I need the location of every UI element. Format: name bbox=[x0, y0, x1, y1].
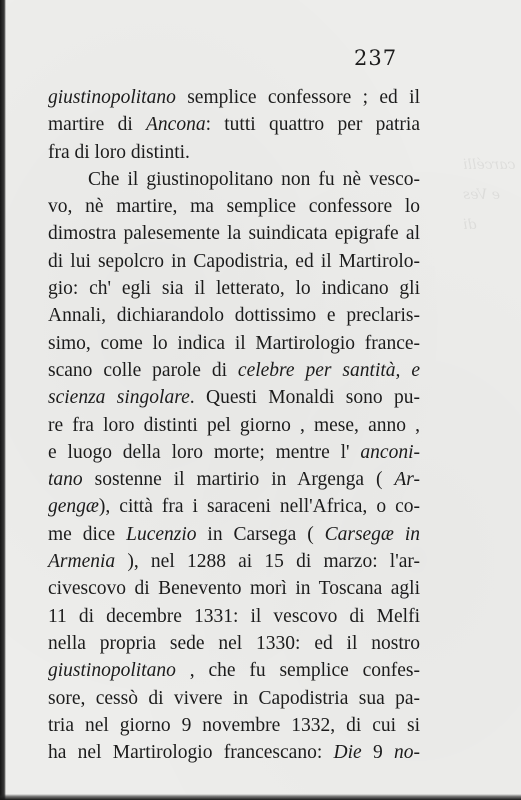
bleed-line: e Ves bbox=[462, 187, 500, 203]
text-line bbox=[48, 521, 420, 548]
italic-text-segment: Ancona bbox=[146, 114, 206, 136]
text-line bbox=[48, 111, 420, 138]
text-segment: , che fu semplice confes- bbox=[175, 660, 420, 682]
text-segment: Annali, dichiarandolo dottissimo e preclaris- bbox=[48, 305, 420, 327]
text-segment: di lui sepolcro in Capodistria, ed il Martirolo- bbox=[48, 250, 420, 272]
text-segment: sore, cessò di vivere in Capodistria sua pa- bbox=[48, 687, 420, 709]
bleed-line: carcélli bbox=[462, 157, 515, 173]
text-segment: vo, nè martire, ma semplice confessore lo bbox=[48, 196, 420, 218]
text-segment: dimostra palesemente la suindicata epigrafe al bbox=[48, 223, 420, 245]
text-line bbox=[48, 357, 420, 384]
text-segment: Che il giustinopolitano non fu nè vesco- bbox=[88, 168, 420, 190]
text-segment: ), città fra i saraceni nell'Africa, o co- bbox=[98, 496, 420, 518]
italic-text-segment: Lucenzio bbox=[126, 523, 197, 545]
text-line bbox=[48, 439, 420, 466]
italic-text-segment: scienza singolare bbox=[48, 387, 190, 409]
text-segment: gio: ch' egli sia il letterato, lo indicano gli bbox=[48, 278, 420, 300]
text-line bbox=[48, 657, 420, 684]
italic-text-segment: tano bbox=[48, 469, 83, 491]
text-segment: me dice bbox=[48, 523, 127, 545]
text-segment: . Questi Monaldi sono pu- bbox=[189, 387, 420, 409]
text-line bbox=[48, 685, 420, 712]
italic-text-segment: giustinopolitano bbox=[48, 660, 176, 682]
italic-text-segment: celebre per santità, e bbox=[237, 359, 420, 381]
text-line bbox=[48, 548, 420, 575]
italic-text-segment: Die bbox=[333, 742, 362, 764]
text-segment: ha nel Martirologio francescano: bbox=[48, 742, 334, 764]
page-number: 237 bbox=[354, 46, 398, 70]
text-segment: civescovo di Benevento morì in Toscana agli bbox=[48, 578, 420, 600]
italic-text-segment: Carsegæ in bbox=[324, 523, 421, 545]
text-line bbox=[48, 412, 420, 439]
text-segment: martire di bbox=[48, 114, 146, 136]
text-line bbox=[48, 630, 420, 657]
text-line bbox=[48, 302, 420, 329]
bleed-through-text bbox=[463, 150, 515, 240]
text-line bbox=[48, 466, 420, 493]
bleed-line: di bbox=[462, 217, 476, 233]
text-line bbox=[48, 384, 420, 411]
text-line bbox=[48, 139, 420, 166]
text-line bbox=[48, 493, 420, 520]
page-edge-shadow-bottom bbox=[0, 794, 521, 800]
italic-text-segment: no- bbox=[394, 742, 420, 764]
italic-text-segment: giustinopolitano bbox=[48, 87, 176, 108]
text-line bbox=[48, 575, 420, 602]
body-text bbox=[48, 84, 420, 766]
text-segment: fra di loro distinti. bbox=[48, 141, 190, 163]
page-edge-shadow-left bbox=[0, 0, 6, 800]
italic-text-segment: anconi- bbox=[360, 441, 420, 463]
text-segment: 11 di decembre 1331: il vescovo di Melfi bbox=[48, 605, 420, 627]
text-segment: ), nel 1288 ai 15 di marzo: l'ar- bbox=[115, 551, 420, 573]
italic-text-segment: Ar- bbox=[394, 469, 420, 491]
text-line bbox=[48, 193, 420, 220]
text-segment: scano colle parole di bbox=[48, 359, 238, 381]
text-segment: 9 bbox=[361, 742, 394, 764]
text-segment: e luogo della loro morte; mentre l' bbox=[48, 441, 361, 463]
italic-text-segment: Armenia bbox=[48, 551, 116, 573]
text-line bbox=[48, 739, 420, 766]
text-line bbox=[48, 84, 420, 111]
text-segment: re fra loro distinti pel giorno , mese, anno , bbox=[48, 414, 420, 436]
text-line bbox=[48, 220, 420, 247]
text-line bbox=[48, 712, 420, 739]
text-line bbox=[48, 603, 420, 630]
text-segment: nella propria sede nel 1330: ed il nostro bbox=[48, 632, 420, 654]
text-line bbox=[48, 275, 420, 302]
italic-text-segment: gengæ bbox=[48, 496, 99, 518]
text-segment: simo, come lo indica il Martirologio france- bbox=[48, 332, 420, 354]
text-segment: semplice confessore ; ed il bbox=[175, 87, 420, 108]
text-segment: sostenne il martirio in Argenga ( bbox=[82, 469, 395, 491]
text-line bbox=[48, 330, 420, 357]
text-line bbox=[48, 166, 420, 193]
text-line bbox=[48, 248, 420, 275]
text-segment: tria nel giorno 9 novembre 1332, di cui si bbox=[48, 714, 420, 736]
text-segment: : tutti quattro per patria bbox=[205, 114, 420, 136]
text-segment: in Carsega ( bbox=[196, 523, 325, 545]
